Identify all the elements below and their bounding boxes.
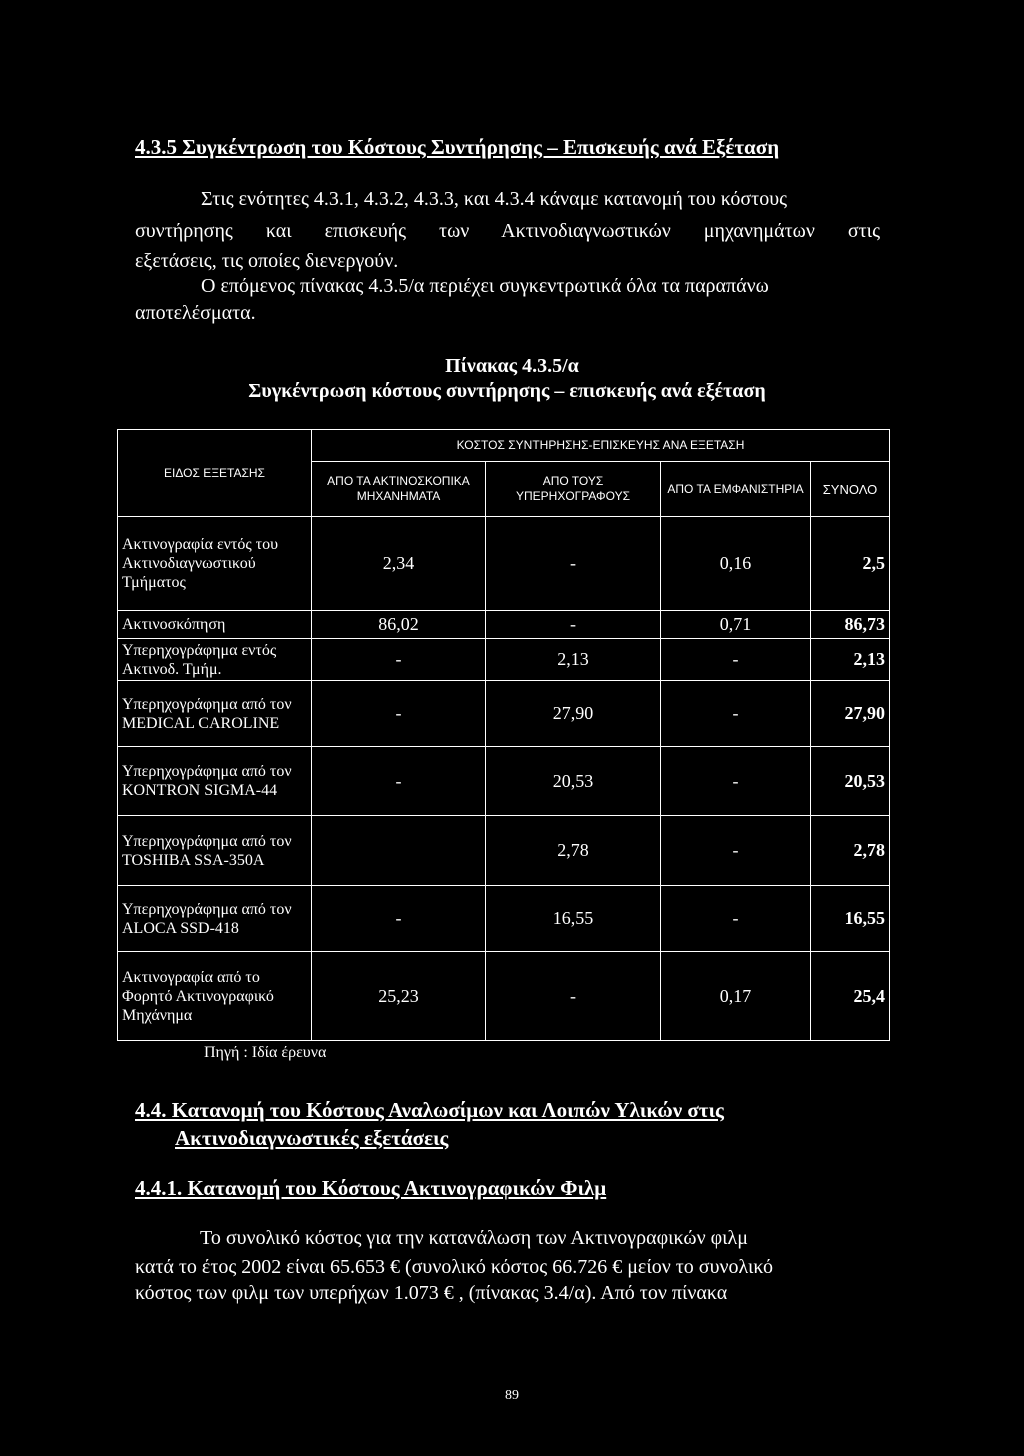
cell-value: 16,55 <box>486 886 661 952</box>
col-header-developers: ΑΠΟ ΤΑ ΕΜΦΑΝΙΣΤΗΡΙΑ <box>661 462 811 517</box>
table-row <box>118 639 890 681</box>
row-header: ΕΙΔΟΣ ΕΞΕΤΑΣΗΣ <box>164 465 265 480</box>
cell-value: - <box>661 886 811 952</box>
intro-line-1: Στις ενότητες 4.3.1, 4.3.2, 4.3.3, και 4.3.4 κάναμε κατανομή του κόστους <box>201 188 788 210</box>
row-label: Ακτινογραφία από το Φορητό Ακτινογραφικό Μηχάνημα <box>118 952 312 1041</box>
row-label: Υπερηχογράφημα από τον TOSHIBA SSA-350A <box>118 816 312 886</box>
row-label: Υπερηχογράφημα από τον ALOCA SSD-418 <box>118 886 312 952</box>
cell-value: - <box>661 639 811 681</box>
cell-value: 86,02 <box>312 611 486 639</box>
col-header-ultrasound: ΑΠΟ ΤΟΥΣ ΥΠΕΡΗΧΟΓΡΑΦΟΥΣ <box>486 462 661 517</box>
heading-4-4-1: 4.4.1. Κατανομή του Κόστους Ακτινογραφικών Φιλμ <box>135 1176 607 1200</box>
table-row <box>118 952 890 1041</box>
cell-value: 2,13 <box>486 639 661 681</box>
source-note: Πηγή : Ιδία έρευνα <box>204 1044 327 1061</box>
col-header-machines: ΑΠΟ ΤΑ ΑΚΤΙΝΟΣΚΟΠΙΚΑ ΜΗΧΑΝΗΜΑΤΑ <box>312 462 486 517</box>
cell-total: 86,73 <box>811 611 890 639</box>
cell-value: - <box>312 886 486 952</box>
cost-table <box>117 429 890 1041</box>
intro-line-3: εξετάσεις, τις οποίες διενεργούν. <box>135 250 399 272</box>
row-header-cell <box>118 430 312 517</box>
cell-value: - <box>486 952 661 1041</box>
group-header: ΚΟΣΤΟΣ ΣΥΝΤΗΡΗΣΗΣ-ΕΠΙΣΚΕΥΗΣ ΑΝΑ ΕΞΕΤΑΣΗ <box>312 430 890 462</box>
cell-value: 20,53 <box>486 747 661 816</box>
cell-total: 2,5 <box>811 517 890 611</box>
table-row <box>118 816 890 886</box>
cell-value: 25,23 <box>312 952 486 1041</box>
cell-total: 2,13 <box>811 639 890 681</box>
cell-value: - <box>661 747 811 816</box>
row-label: Υπερηχογράφημα από τον KONTRON SIGMA-44 <box>118 747 312 816</box>
cell-value: - <box>661 681 811 747</box>
intro-line-4: Ο επόμενος πίνακας 4.3.5/α περιέχει συγκεντρωτικά όλα τα παραπάνω <box>201 275 769 297</box>
cell-value: 2,34 <box>312 517 486 611</box>
row-label: Ακτινογραφία εντός του Ακτινοδιαγνωστικού Τμήματος <box>118 517 312 611</box>
cell-total: 16,55 <box>811 886 890 952</box>
closing-line-2: κατά το έτος 2002 είναι 65.653 € (συνολικό κόστος 66.726 € μείον το συνολικό <box>135 1256 773 1278</box>
cell-value: - <box>486 517 661 611</box>
cell-value: - <box>661 816 811 886</box>
cell-value: 0,17 <box>661 952 811 1041</box>
closing-line-3: κόστος των φιλμ των υπερήχων 1.073 € , (πίνακας 3.4/α). Από τον πίνακα <box>135 1282 728 1304</box>
cell-value <box>312 816 486 886</box>
table-row <box>118 886 890 952</box>
cell-value: - <box>312 747 486 816</box>
cell-value: - <box>312 681 486 747</box>
table-row <box>118 747 890 816</box>
cell-value: 2,78 <box>486 816 661 886</box>
table-number: Πίνακας 4.3.5/α <box>445 355 579 377</box>
cell-value: - <box>312 639 486 681</box>
heading-4-4-line-2: Ακτινοδιαγνωστικές εξετάσεις <box>175 1126 449 1150</box>
table-row <box>118 517 890 611</box>
cell-total: 20,53 <box>811 747 890 816</box>
intro-line-2: συντήρησης και επισκευής των Ακτινοδιαγνωστικών μηχανημάτων στις <box>135 220 880 242</box>
cell-total: 25,4 <box>811 952 890 1041</box>
section-heading: 4.3.5 Συγκέντρωση του Κόστους Συντήρησης – Επισκευής ανά Εξέταση <box>135 135 780 159</box>
col-header-total: ΣΥΝΟΛΟ <box>811 462 890 517</box>
cell-value: 27,90 <box>486 681 661 747</box>
cell-value: 0,16 <box>661 517 811 611</box>
intro-line-5: αποτελέσματα. <box>135 302 256 324</box>
table-row <box>118 681 890 747</box>
table-title: Συγκέντρωση κόστους συντήρησης – επισκευής ανά εξέταση <box>248 380 766 402</box>
cell-total: 2,78 <box>811 816 890 886</box>
cell-value: 0,71 <box>661 611 811 639</box>
cell-value: - <box>486 611 661 639</box>
row-label: Υπερηχογράφημα από τον MEDICAL CAROLINE <box>118 681 312 747</box>
table-row <box>118 611 890 639</box>
row-label: Υπερηχογράφημα εντός Ακτινοδ. Τμήμ. <box>118 639 312 681</box>
row-label: Ακτινοσκόπηση <box>118 611 312 639</box>
closing-line-1: Το συνολικό κόστος για την κατανάλωση των Ακτινογραφικών φιλμ <box>200 1227 748 1249</box>
cell-total: 27,90 <box>811 681 890 747</box>
heading-4-4-line-1: 4.4. Κατανομή του Κόστους Αναλωσίμων και Λοιπών Υλικών στις <box>135 1098 724 1122</box>
page-number: 89 <box>505 1388 519 1403</box>
